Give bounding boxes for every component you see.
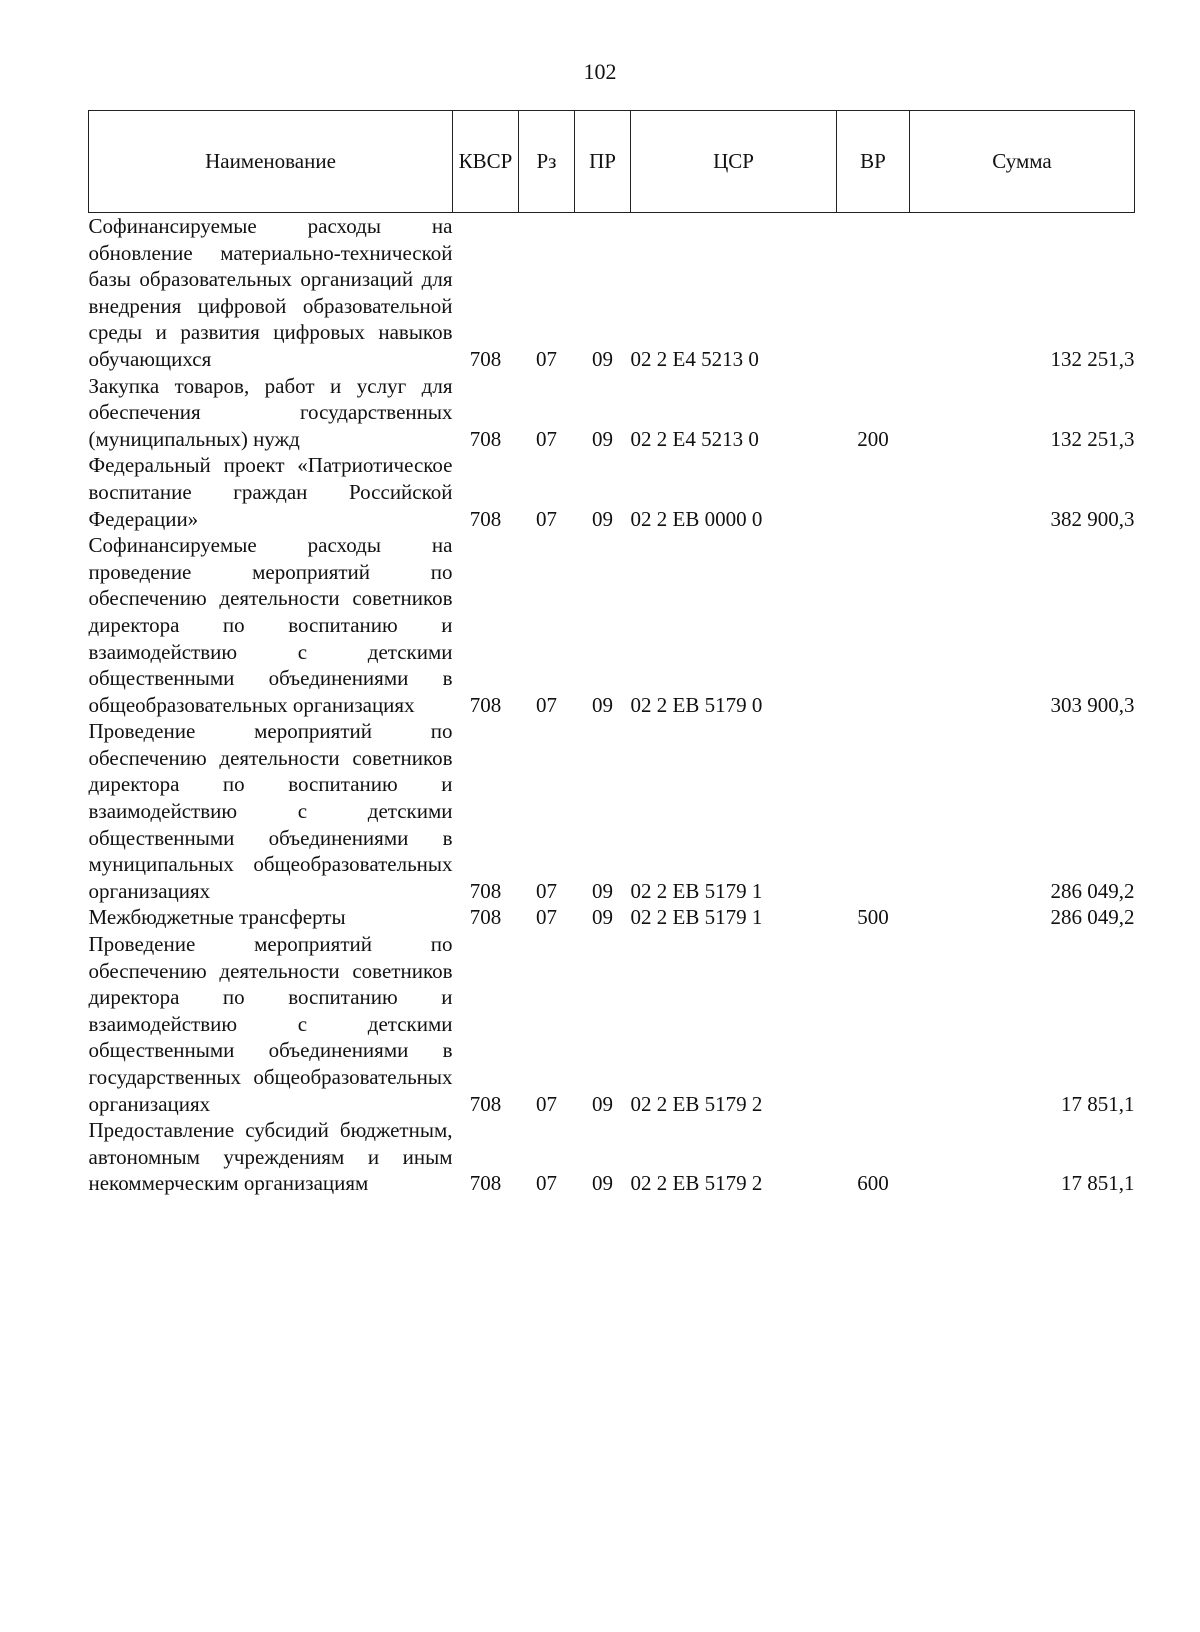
header-vr: ВР xyxy=(837,111,910,213)
row-name: Закупка товаров, работ и услуг для обеспечения государственных (муниципальных) нужд xyxy=(88,373,453,451)
row-csr: 02 2 E4 5213 0 xyxy=(630,346,759,371)
row-sum: 132 251,3 xyxy=(1050,426,1135,451)
budget-table xyxy=(88,110,1135,1197)
row-vr xyxy=(837,452,910,532)
row-vr xyxy=(837,532,910,718)
row-rz: 07 xyxy=(536,346,557,371)
row-rz: 07 xyxy=(536,506,557,531)
row-vr xyxy=(837,213,910,373)
row-pr: 09 xyxy=(592,1091,613,1116)
row-rz: 07 xyxy=(536,1091,557,1116)
header-csr: ЦСР xyxy=(631,111,837,213)
table-row xyxy=(89,532,1135,718)
table-body xyxy=(89,213,1135,1197)
page-number: 102 xyxy=(583,59,617,84)
table-row xyxy=(89,373,1135,453)
row-name: Софинансируемые расходы на проведение мероприятий по обеспечению деятельности советников директора по воспитанию и взаимодействию с детскими общественными объединениями в общеобразовательных организациях xyxy=(88,533,453,717)
row-kvsr: 708 xyxy=(469,346,502,371)
row-pr: 09 xyxy=(592,346,613,371)
row-rz: 07 xyxy=(536,905,557,930)
table-row xyxy=(89,213,1135,373)
row-vr: 500 xyxy=(857,905,889,930)
row-vr: 600 xyxy=(857,1171,889,1196)
table-row xyxy=(89,904,1135,931)
row-name: Проведение мероприятий по обеспечению деятельности советников директора по воспитанию и взаимодействию с детскими общественными объединениями в государственных общеобразовательных организациях xyxy=(88,932,453,1116)
row-rz: 07 xyxy=(536,426,557,451)
row-name: Межбюджетные трансферты xyxy=(88,905,346,930)
header-name: Наименование xyxy=(89,111,453,213)
row-pr: 09 xyxy=(592,506,613,531)
row-pr: 09 xyxy=(592,905,613,930)
table-row xyxy=(89,718,1135,904)
row-pr: 09 xyxy=(592,692,613,717)
header-kvsr: КВСР xyxy=(453,111,519,213)
row-csr: 02 2 EB 5179 1 xyxy=(630,905,763,930)
row-sum: 286 049,2 xyxy=(1050,905,1135,930)
row-vr xyxy=(837,931,910,1117)
table-row xyxy=(89,452,1135,532)
table-row xyxy=(89,1117,1135,1197)
row-csr: 02 2 EB 5179 2 xyxy=(630,1091,763,1116)
header-row xyxy=(89,111,1135,213)
row-sum: 286 049,2 xyxy=(1050,878,1135,903)
row-sum: 382 900,3 xyxy=(1050,506,1135,531)
row-csr: 02 2 EB 5179 0 xyxy=(630,692,763,717)
row-kvsr: 708 xyxy=(469,905,502,930)
row-sum: 132 251,3 xyxy=(1050,346,1135,371)
row-sum: 17 851,1 xyxy=(1061,1091,1135,1116)
row-vr: 200 xyxy=(857,426,889,451)
header-pr: ПР xyxy=(575,111,631,213)
row-vr xyxy=(837,718,910,904)
row-kvsr: 708 xyxy=(469,1171,502,1196)
row-rz: 07 xyxy=(536,878,557,903)
row-kvsr: 708 xyxy=(469,1091,502,1116)
row-kvsr: 708 xyxy=(469,426,502,451)
row-rz: 07 xyxy=(536,692,557,717)
row-csr: 02 2 E4 5213 0 xyxy=(630,426,759,451)
row-csr: 02 2 EB 0000 0 xyxy=(630,506,763,531)
row-kvsr: 708 xyxy=(469,692,502,717)
row-csr: 02 2 EB 5179 2 xyxy=(630,1171,763,1196)
table-header xyxy=(89,111,1135,213)
row-name: Проведение мероприятий по обеспечению деятельности советников директора по воспитанию и взаимодействию с детскими общественными объединениями в муниципальных общеобразовательных организациях xyxy=(88,719,453,903)
table-row xyxy=(89,931,1135,1117)
row-name: Федеральный проект «Патриотическое воспитание граждан Российской Федерации» xyxy=(88,453,453,531)
row-kvsr: 708 xyxy=(469,506,502,531)
row-sum: 303 900,3 xyxy=(1050,692,1135,717)
row-pr: 09 xyxy=(592,426,613,451)
row-pr: 09 xyxy=(592,1171,613,1196)
header-sum: Сумма xyxy=(910,111,1135,213)
row-csr: 02 2 EB 5179 1 xyxy=(630,878,763,903)
row-pr: 09 xyxy=(592,878,613,903)
row-kvsr: 708 xyxy=(469,878,502,903)
row-name: Предоставление субсидий бюджетным, автономным учреждениям и иным некоммерческим организациям xyxy=(88,1118,453,1196)
row-name: Софинансируемые расходы на обновление материально-технической базы образовательных организаций для внедрения цифровой образовательной среды и развития цифровых навыков обучающихся xyxy=(88,214,453,371)
row-rz: 07 xyxy=(536,1171,557,1196)
header-rz: Рз xyxy=(519,111,575,213)
row-sum: 17 851,1 xyxy=(1061,1171,1135,1196)
